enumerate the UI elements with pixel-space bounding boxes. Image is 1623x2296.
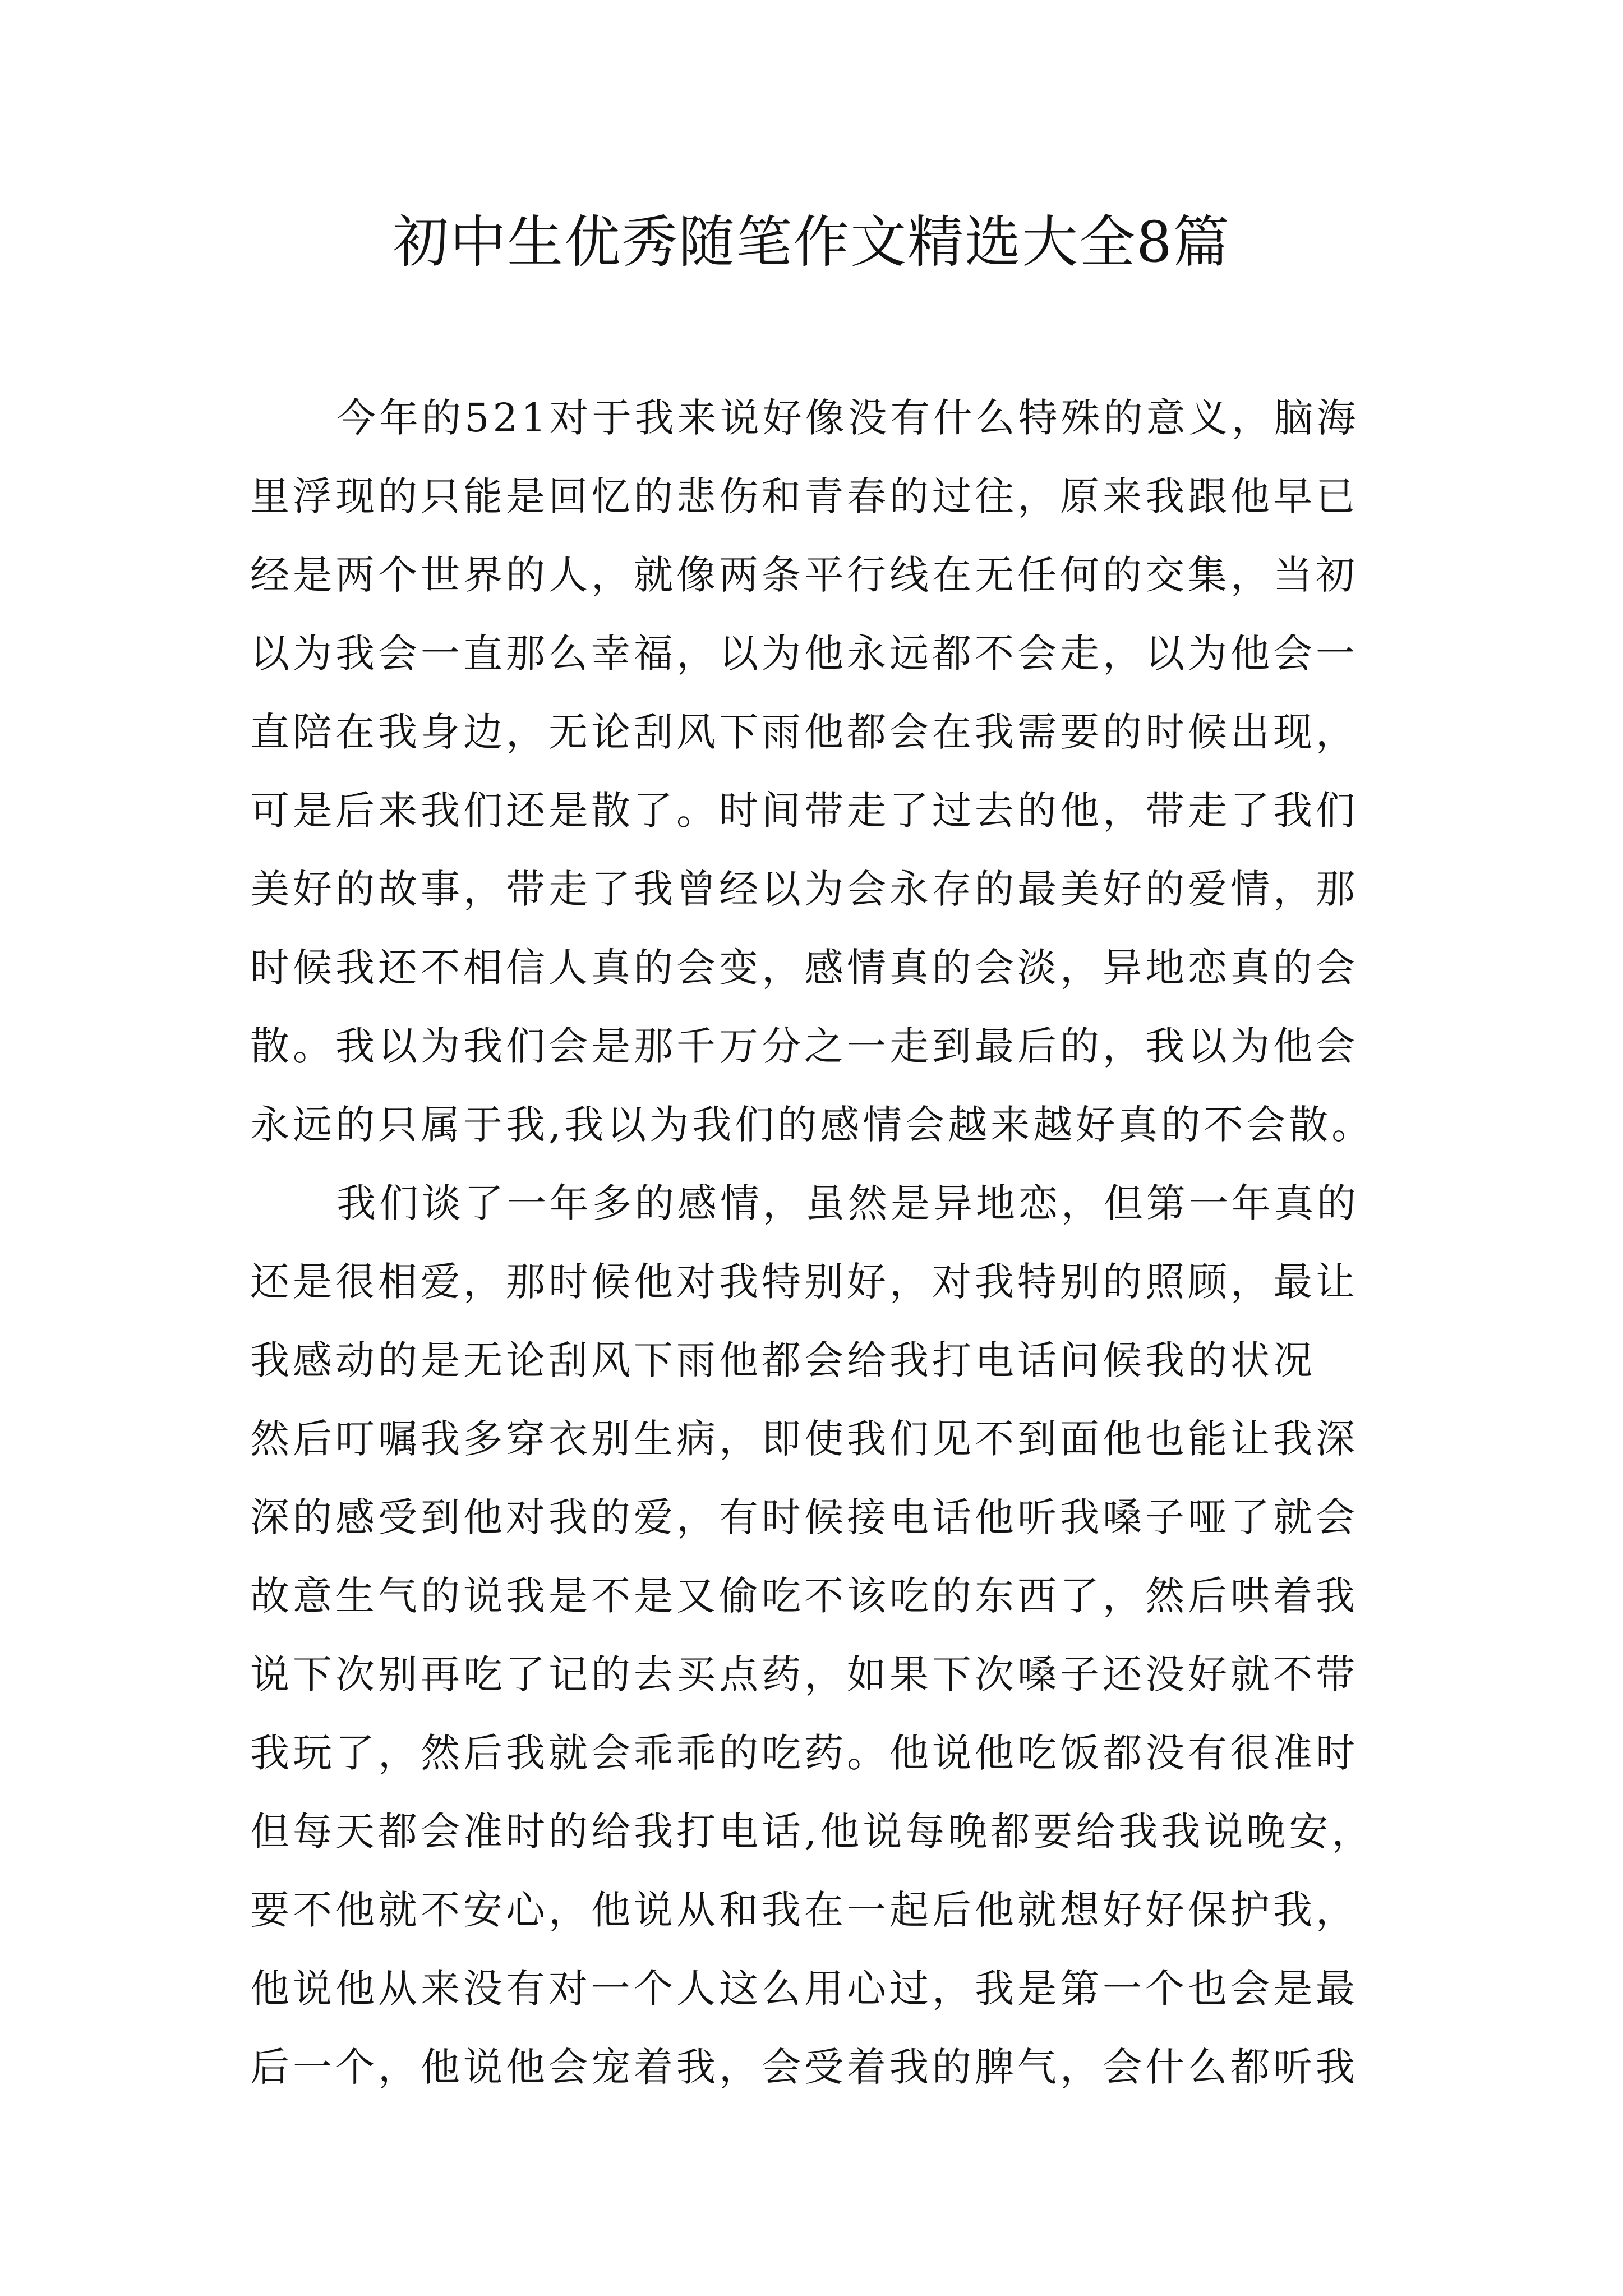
text-line: 后一个，他说他会宠着我，会受着我的脾气，会什么都听我 (250, 2044, 1358, 2090)
text-line: 还是很相爱，那时候他对我特别好，对我特别的照顾，最让 (250, 1259, 1358, 1305)
text-line: 说下次别再吃了记的去买点药，如果下次嗓子还没好就不带 (250, 1651, 1358, 1697)
text-line: 故意生气的说我是不是又偷吃不该吃的东西了，然后哄着我 (250, 1573, 1358, 1619)
text-line: 然后叮嘱我多穿衣别生病，即使我们见不到面他也能让我深 (250, 1416, 1358, 1462)
document-body (250, 379, 1389, 2106)
text-line: 我们谈了一年多的感情，虽然是异地恋，但第一年真的 (336, 1180, 1359, 1226)
text-line: 深的感受到他对我的爱，有时候接电话他听我嗓子哑了就会 (250, 1494, 1358, 1540)
paragraph-1 (250, 379, 1389, 1164)
text-line: 我感动的是无论刮风下雨他都会给我打电话问候我的状况 (250, 1337, 1316, 1383)
document-title: 初中生优秀随笔作文精选大全8篇 (393, 209, 1230, 275)
text-line: 以为我会一直那么幸福，以为他永远都不会走，以为他会一 (250, 631, 1358, 677)
text-line: 今年的521对于我来说好像没有什么特殊的意义，脑海 (336, 395, 1359, 441)
text-line: 经是两个世界的人，就像两条平行线在无任何的交集，当初 (250, 552, 1358, 598)
text-line: 直陪在我身边，无论刮风下雨他都会在我需要的时候出现， (250, 709, 1358, 755)
text-line: 但每天都会准时的给我打电话,他说每晚都要给我我说晚安， (250, 1809, 1375, 1855)
text-line: 他说他从来没有对一个人这么用心过，我是第一个也会是最 (250, 1966, 1358, 2012)
text-line: 永远的只属于我,我以为我们的感情会越来越好真的不会散。 (250, 1102, 1375, 1148)
text-line: 可是后来我们还是散了。时间带走了过去的他，带走了我们 (250, 788, 1358, 834)
text-line: 要不他就不安心，他说从和我在一起后他就想好好保护我， (250, 1887, 1358, 1933)
text-line: 里浮现的只能是回忆的悲伤和青春的过往，原来我跟他早已 (250, 473, 1358, 519)
text-line: 美好的故事，带走了我曾经以为会永存的最美好的爱情，那 (250, 866, 1358, 912)
text-line: 散。我以为我们会是那千万分之一走到最后的，我以为他会 (250, 1023, 1358, 1069)
text-line: 时候我还不相信人真的会变，感情真的会淡，异地恋真的会 (250, 945, 1358, 991)
text-line: 我玩了，然后我就会乖乖的吃药。他说他吃饭都没有很准时 (250, 1730, 1358, 1776)
paragraph-2 (250, 1164, 1389, 2106)
